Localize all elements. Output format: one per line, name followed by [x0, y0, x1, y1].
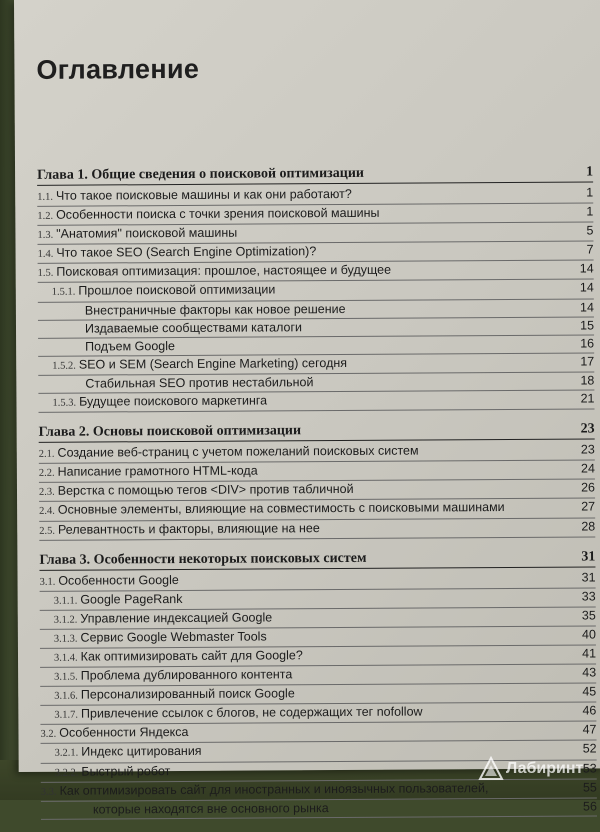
chapter-heading — [39, 549, 595, 570]
entry-page: 47 — [577, 722, 597, 739]
entry-text: Прошлое поисковой оптимизации — [78, 282, 275, 300]
leader — [292, 677, 576, 679]
entry-text: Подъем Google — [85, 338, 175, 356]
entry-text: Как оптимизировать сайт для Google? — [81, 647, 303, 665]
entry-number: 1.5. — [38, 265, 54, 282]
chapter-title: Глава 1. Общие сведения о поисковой оптимизации — [37, 166, 364, 184]
entry-page: 18 — [574, 372, 594, 389]
entry-number: 1.5.2. — [52, 357, 76, 374]
entry-text: Индекс цитирования — [81, 743, 201, 761]
leader — [302, 329, 574, 331]
labirint-logo-icon — [478, 756, 504, 782]
entry-page: 24 — [575, 461, 595, 478]
leader — [188, 734, 576, 736]
entry-page: 1 — [580, 204, 593, 221]
leader — [316, 254, 580, 256]
entry-number: 1.4. — [38, 246, 54, 263]
entry-page: 17 — [574, 353, 594, 370]
entry-number: 3.1.6. — [54, 688, 78, 705]
entry-text: Как оптимизировать сайт для иностранных и иноязычных пользователей, — [60, 780, 489, 800]
entry-number: 3.1.1. — [54, 592, 78, 609]
leader — [258, 473, 575, 475]
leader — [295, 696, 577, 698]
watermark — [478, 756, 583, 782]
entry-page: 35 — [576, 607, 596, 624]
entry-text: Особенности Яндекса — [59, 724, 188, 742]
leader — [346, 311, 574, 312]
leader — [488, 791, 577, 792]
entry-page: 15 — [574, 317, 594, 334]
entry-page: 1 — [580, 184, 593, 201]
entry-text: Написание грамотного HTML-кода — [58, 463, 258, 481]
chapter-2 — [39, 422, 596, 541]
entry-text: Верстка с помощью тегов <DIV> против табличной — [58, 481, 354, 500]
entry-text: Сервис Google Webmaster Tools — [80, 628, 266, 646]
entry-page: 5 — [580, 223, 593, 240]
leader — [179, 581, 576, 583]
entry-number: 3.1.5. — [54, 669, 78, 686]
entry-number: 3.2.1. — [55, 745, 79, 762]
entry-page: 7 — [581, 242, 594, 259]
book-page — [14, 0, 600, 772]
chapter-title: Глава 2. Основы поисковой оптимизации — [39, 423, 301, 441]
entry-text: SEO и SEM (Search Engine Marketing) сегодня — [79, 355, 347, 374]
watermark-text: Лабиринт — [506, 760, 583, 778]
leader — [364, 176, 580, 177]
entry-text: Что такое поисковые машины и как они работают? — [56, 186, 352, 205]
entry-page: 31 — [576, 569, 596, 586]
entry-number: 1.3. — [37, 227, 53, 244]
entry-number: 1.5.1. — [52, 284, 76, 301]
leader — [423, 715, 577, 716]
entry-page: 21 — [574, 390, 594, 407]
entry-text: Особенности Google — [58, 572, 179, 590]
entry-text: Стабильная SEO против нестабильной — [85, 374, 313, 392]
leader — [202, 753, 577, 755]
leader — [313, 385, 574, 387]
entry-page: 16 — [574, 335, 594, 352]
entry-number: 3.1. — [40, 573, 56, 590]
leader — [175, 347, 574, 349]
chapter-heading — [37, 164, 593, 185]
entry-page: 33 — [576, 588, 596, 605]
entry-page: 41 — [576, 645, 596, 662]
entry-page: 27 — [575, 499, 595, 516]
entry-page: 43 — [576, 665, 596, 682]
entry-page: 46 — [576, 703, 596, 720]
leader — [320, 530, 576, 532]
entry-text: Привлечение ссылок с блогов, не содержащих тег nofollow — [81, 704, 423, 723]
entry-text: Основные элементы, влияющие на совместимость с поисковыми машинами — [58, 499, 505, 519]
leader — [301, 433, 575, 435]
entry-page: 53 — [577, 760, 597, 777]
leader — [419, 454, 575, 455]
toc-entry — [38, 390, 594, 412]
leader — [275, 292, 573, 294]
entry-page: 14 — [574, 299, 594, 316]
entry-page: 23 — [575, 442, 595, 459]
chapter-1 — [37, 164, 594, 413]
entry-page: 40 — [576, 626, 596, 643]
entry-page: 26 — [575, 480, 595, 497]
entry-text: Релевантность и факторы, влияющие на нее — [58, 520, 320, 539]
entry-page: 45 — [576, 684, 596, 701]
entry-text: Персонализированный поиск Google — [81, 685, 295, 703]
entry-page: 55 — [577, 779, 597, 796]
entry-text: Поисковая оптимизация: прошлое, настоящее и будущее — [56, 262, 391, 281]
entry-text: Особенности поиска с точки зрения поисковой машины — [56, 205, 380, 224]
toc-entry — [39, 518, 595, 540]
entry-number: 3.3. — [41, 783, 57, 800]
chapter-page: 1 — [580, 164, 593, 180]
chapter-heading — [39, 422, 595, 443]
entry-number: 3.2.2. — [55, 764, 79, 781]
entry-page: 14 — [574, 280, 594, 297]
leader — [329, 810, 577, 812]
entry-page: 56 — [577, 798, 597, 815]
leader — [182, 600, 575, 602]
entry-text: которые находятся вне основного рынка — [93, 800, 329, 819]
entry-number: 3.1.7. — [54, 707, 78, 724]
entry-text: Что такое SEO (Search Engine Optimization)? — [56, 243, 316, 262]
entry-text: Внестраничные факторы как новое решение — [85, 301, 346, 320]
leader — [391, 273, 574, 274]
toc-entry-continued — [41, 798, 597, 819]
entry-number: 3.1.2. — [54, 611, 78, 628]
entry-number: 1.2. — [37, 208, 53, 225]
entry-number: 2.1. — [39, 446, 55, 463]
table-of-contents — [37, 164, 597, 831]
entry-number: 3.1.3. — [54, 630, 78, 647]
entry-text: Проблема дублированного контента — [81, 666, 293, 684]
entry-number: 1.1. — [37, 189, 53, 206]
leader — [366, 560, 575, 561]
entry-text: Быстрый робот — [81, 763, 170, 781]
leader — [354, 492, 576, 493]
entry-number: 2.4. — [39, 503, 55, 520]
entry-page: 14 — [574, 261, 594, 278]
entry-number: 1.5.3. — [52, 395, 76, 412]
entry-text: Издаваемые сообществами каталоги — [85, 319, 302, 337]
leader — [237, 235, 580, 237]
leader — [347, 365, 574, 366]
entry-page: 28 — [575, 518, 595, 535]
entry-number: 2.2. — [39, 465, 55, 482]
chapter-title: Глава 3. Особенности некоторых поисковых систем — [39, 550, 366, 568]
leader — [267, 638, 576, 640]
leader — [267, 403, 574, 405]
chapter-page: 23 — [575, 422, 595, 438]
entry-text: Управление индексацией Google — [80, 609, 272, 627]
leader — [272, 619, 576, 621]
leader — [352, 197, 580, 198]
page-title: Оглавление — [36, 54, 199, 86]
entry-text: Создание веб-страниц с учетом пожеланий поисковых систем — [57, 443, 418, 462]
entry-number: 2.3. — [39, 484, 55, 501]
entry-text: Google PageRank — [80, 591, 182, 609]
leader — [303, 658, 576, 660]
leader — [379, 216, 580, 217]
entry-number: 3.2. — [40, 726, 56, 743]
entry-number: 2.5. — [39, 522, 55, 539]
entry-number: 3.1.4. — [54, 650, 78, 667]
entry-text: "Анатомия" поисковой машины — [56, 225, 237, 243]
entry-text: Будущее поискового маркетинга — [79, 392, 267, 410]
chapter-page: 31 — [575, 549, 595, 565]
entry-page: 52 — [577, 741, 597, 758]
